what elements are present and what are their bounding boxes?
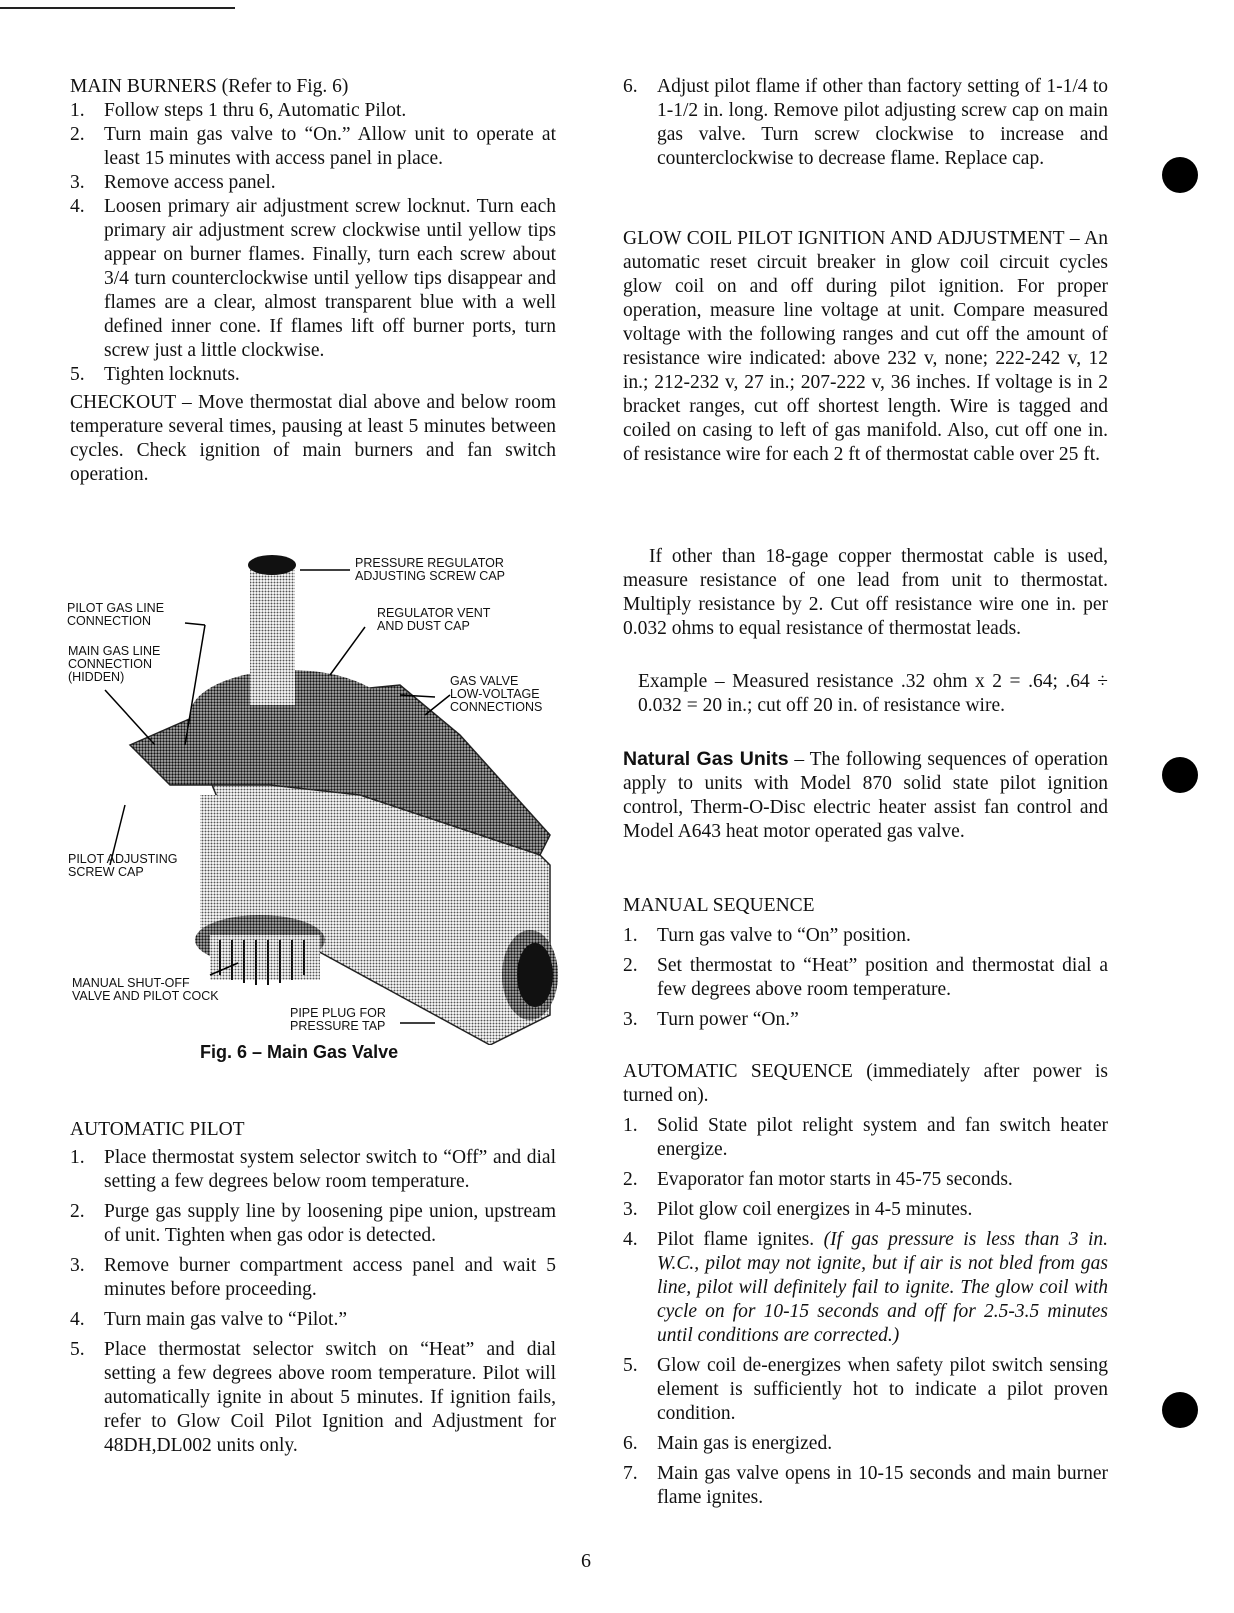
manual-sequence-section <box>623 894 1108 1038</box>
list-item: 2. Purge gas supply line by loosening pipe union, upstream of unit. Tighten when gas odor is detected. <box>70 1201 556 1246</box>
label-pressure-regulator: PRESSURE REGULATOR ADJUSTING SCREW CAP <box>355 556 506 583</box>
binder-hole-mark <box>1162 757 1198 793</box>
section-heading: MANUAL SEQUENCE <box>623 895 815 916</box>
main-burners-section <box>70 75 556 487</box>
binder-hole-mark <box>1162 1392 1198 1428</box>
label-low-voltage-connections: GAS VALVE LOW-VOLTAGE CONNECTIONS <box>450 674 543 714</box>
list-item: 2. Evaporator fan motor starts in 45-75 seconds. <box>623 1169 1013 1190</box>
page-number: 6 <box>581 1550 591 1572</box>
label-pilot-adjusting: PILOT ADJUSTING SCREW CAP <box>68 852 178 879</box>
list-item: 5. Tighten locknuts. <box>70 364 240 385</box>
list-item: 3. Remove burner compartment access panel and wait 5 minutes before proceeding. <box>70 1255 556 1300</box>
label-pilot-gas-line: PILOT GAS LINE CONNECTION <box>67 601 165 628</box>
list-item: 2. Turn main gas valve to “On.” Allow unit to operate at least 15 minutes with access panel in place. <box>70 124 556 169</box>
list-item: 1. Place thermostat system selector switch to “Off” and dial setting a few degrees below room temperature. <box>70 1147 556 1192</box>
automatic-sequence-section <box>623 1060 1108 1516</box>
checkout-paragraph: CHECKOUT – Move thermostat dial above and below room temperature several times, pausing at least 5 minutes between cycles. Check ignition of main burners and fan switch operation. <box>70 392 556 485</box>
list-item: 3. Turn power “On.” <box>623 1009 799 1030</box>
example-paragraph: Example – Measured resistance .32 ohm x 2 = .64; .64 ÷ 0.032 = 20 in.; cut off 20 in. of resistance wire. <box>638 671 1108 716</box>
label-main-gas-line: MAIN GAS LINE CONNECTION (HIDDEN) <box>68 644 161 684</box>
section-heading: AUTOMATIC SEQUENCE (immediately after power is turned on). <box>623 1061 1108 1106</box>
label-pipe-plug: PIPE PLUG FOR PRESSURE TAP <box>290 1006 386 1033</box>
main-gas-valve-figure <box>60 545 560 1045</box>
figure-caption: Fig. 6 – Main Gas Valve <box>200 1042 399 1062</box>
label-regulator-vent: REGULATOR VENT AND DUST CAP <box>377 606 491 633</box>
list-item: 5. Place thermostat selector switch on “Heat” and dial setting a few degrees above room temperature. Pilot will automatically ignite in about 5 minutes. If ignition fails, refer to Glow Coil Pilot Ignition and Adjustment for 48DH,DL002 units only. <box>70 1339 556 1456</box>
list-item: 3. Pilot glow coil energizes in 4-5 minutes. <box>623 1199 973 1220</box>
list-item: 6. Main gas is energized. <box>623 1433 833 1454</box>
section-heading: MAIN BURNERS (Refer to Fig. 6) <box>70 76 349 97</box>
list-item: 3. Remove access panel. <box>70 172 276 193</box>
list-item: 7. Main gas valve opens in 10-15 seconds and main burner flame ignites. <box>623 1463 1108 1508</box>
list-item: 4. Pilot flame ignites. (If gas pressure is less than 3 in. W.C., pilot may not ignite, but if air is not bled from gas line, pilot will definitely fail to ignite. The glow coil with cycle on for 10-15 seconds and off for 2.5-3.5 minutes until conditions are corrected.) <box>623 1229 1109 1346</box>
list-item: 6. Adjust pilot flame if other than factory setting of 1-1/4 to 1-1/2 in. long. Remove pilot adjusting screw cap on main gas valve. Turn screw clockwise to increase and counterclockwise to decrease flame. Replace cap. <box>623 76 1108 169</box>
list-item: 4. Turn main gas valve to “Pilot.” <box>70 1309 348 1330</box>
automatic-pilot-section <box>70 1118 556 1464</box>
natural-gas-paragraph: Natural Gas Units – The following sequences of operation apply to units with Model 870 solid state pilot ignition control, Therm-O-Disc electric heater assist fan control and Model A643 heat motor operated gas valve. <box>623 748 1108 842</box>
list-item: 1. Follow steps 1 thru 6, Automatic Pilot. <box>70 100 407 121</box>
top-rule <box>0 7 235 9</box>
list-item: 1. Solid State pilot relight system and fan switch heater energize. <box>623 1115 1108 1160</box>
copper-cable-paragraph: If other than 18-gage copper thermostat cable is used, measure resistance of one lead from unit to thermostat. Multiply resistance by 2. Cut off resistance wire one in. per 0.032 ohms to equal resistance of thermostat leads. <box>623 546 1108 639</box>
list-item: 4. Loosen primary air adjustment screw locknut. Turn each primary air adjustment screw clockwise until yellow tips appear on burner flames. Finally, turn each screw about 3/4 turn counterclockwise until yellow tips disappear and flames are a clear, almost transparent blue with a well defined inner cone. If flames lift off burner ports, turn screw just a little clockwise. <box>70 196 556 361</box>
list-item: 5. Glow coil de-energizes when safety pilot switch sensing element is sufficiently hot to indicate a pilot proven condition. <box>623 1355 1108 1424</box>
glow-coil-paragraph: GLOW COIL PILOT IGNITION AND ADJUSTMENT – An automatic reset circuit breaker in glow coil circuit cycles glow coil on and off during pilot ignition. For proper operation, measure line voltage at unit. Compare measured voltage with the following ranges and cut off the amount of resistance wire indicated: above 232 v, none; 222-242 v, 12 in.; 212-232 v, 27 in.; 207-222 v, 36 inches. If voltage is in 2 bracket ranges, cut off shortest length. Wire is tagged and coiled on casing to left of gas manifold. Also, cut off one in. of resistance wire for each 2 ft of thermostat cable over 25 ft. <box>623 228 1108 465</box>
list-item: 1. Turn gas valve to “On” position. <box>623 925 911 946</box>
label-manual-shutoff: MANUAL SHUT-OFF VALVE AND PILOT COCK <box>72 976 219 1003</box>
list-item: 2. Set thermostat to “Heat” position and thermostat dial a few degrees above room temperature. <box>623 955 1108 1000</box>
binder-hole-mark <box>1162 157 1198 193</box>
section-heading: AUTOMATIC PILOT <box>70 1119 245 1140</box>
